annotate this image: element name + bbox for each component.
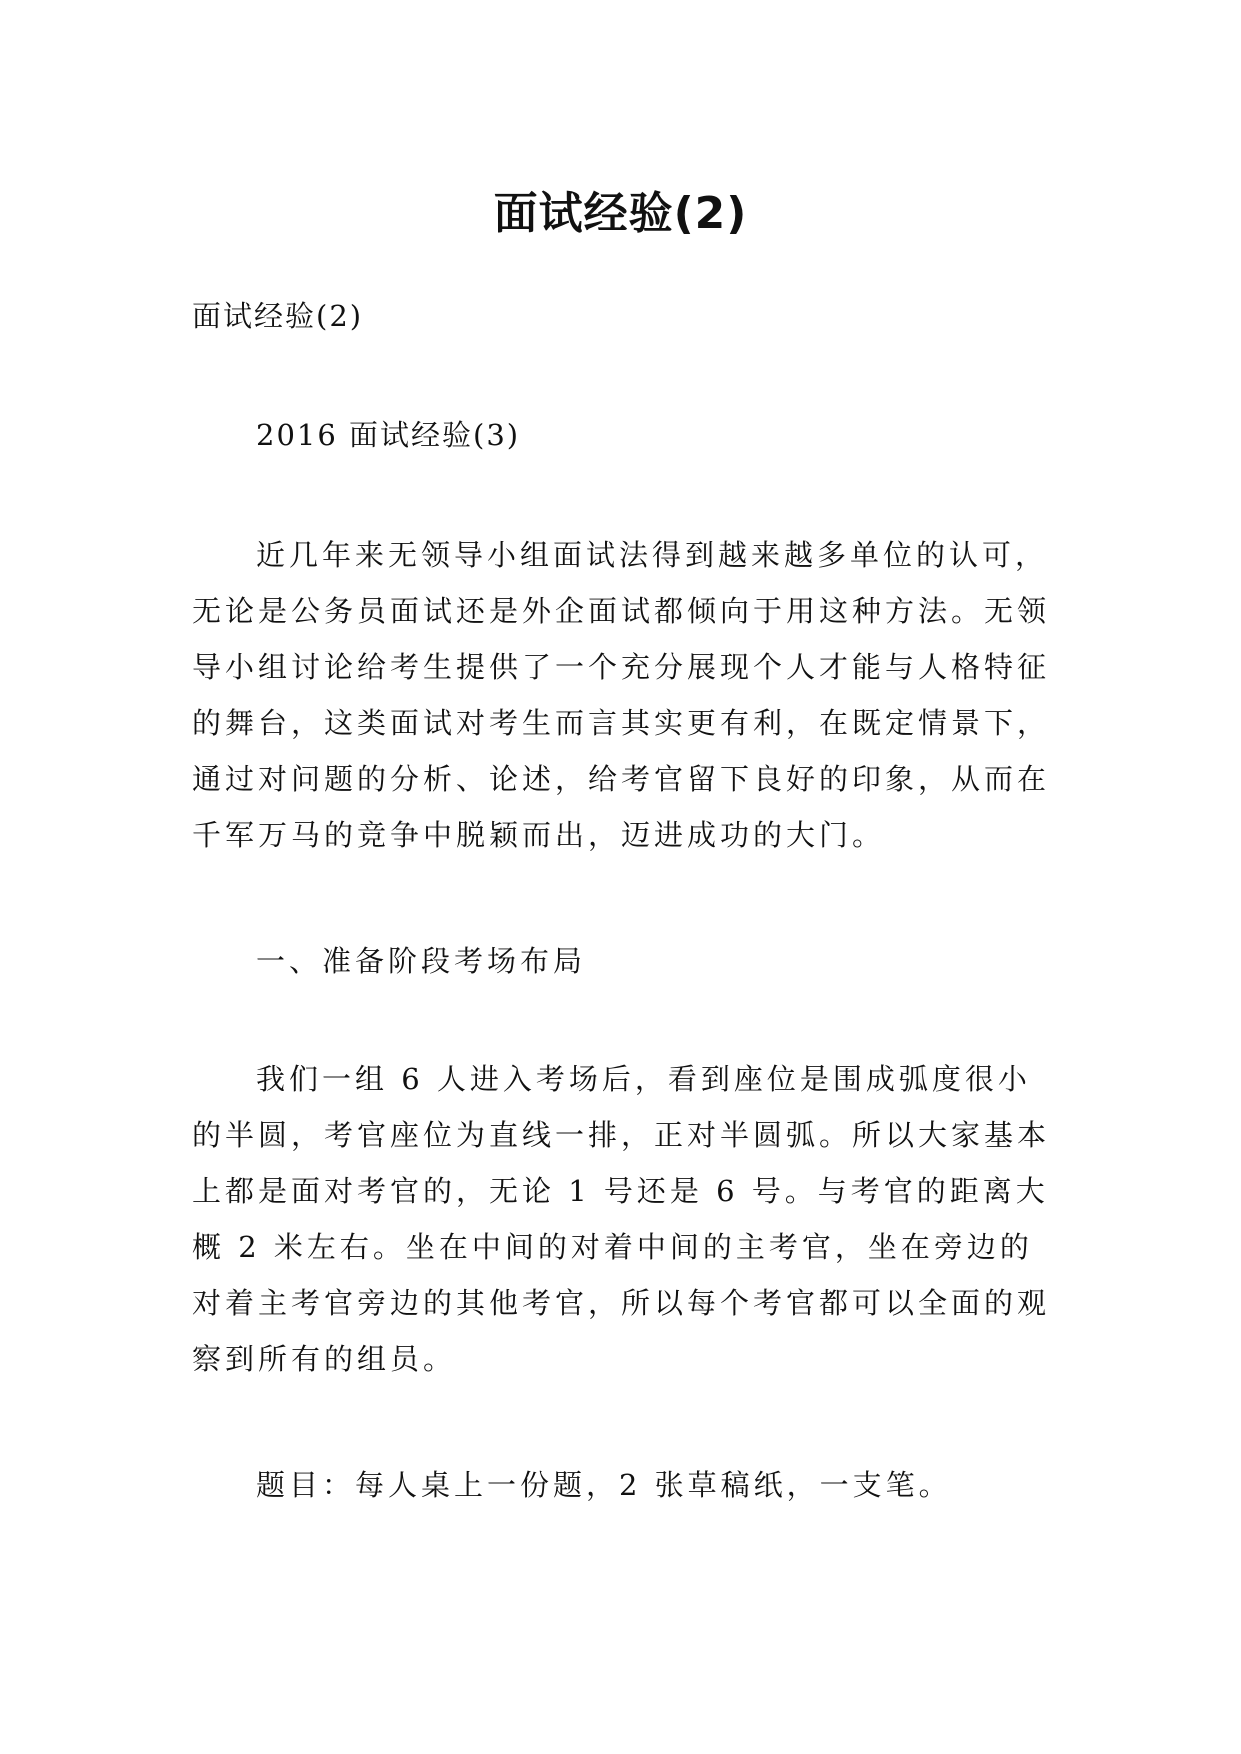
document-subtitle: 面试经验(2) [192,299,364,333]
paragraph-venue-layout: 我们一组 6 人进入考场后，看到座位是围成弧度很小的半圆，考官座位为直线一排，正对半圆弧。所以大家基本上都是面对考官的，无论 1 号还是 6 号。与考官的距离大概 2 米左右。坐在中间的对着中间的主考官，坐在旁边的对着主考官旁边的其他考官，所以每个考官都可以全面的观察到所有的组员。 [192,1062,1051,1376]
document-title: 面试经验(2) [493,188,748,240]
paragraph-intro: 近几年来无领导小组面试法得到越来越多单位的认可，无论是公务员面试还是外企面试都倾向于用这种方法。无领导小组讨论给考生提供了一个充分展现个人才能与人格特征的舞台，这类面试对考生而言其实更有利，在既定情景下，通过对问题的分析、论述，给考官留下良好的印象，从而在千军万马的竞争中脱颖而出，迈进成功的大门。 [192,538,1051,852]
section-heading-preparation: 一、准备阶段考场布局 [256,944,587,978]
paragraph-materials: 题目：每人桌上一份题，2 张草稿纸，一支笔。 [256,1468,952,1502]
year-heading: 2016 面试经验(3) [256,418,521,452]
